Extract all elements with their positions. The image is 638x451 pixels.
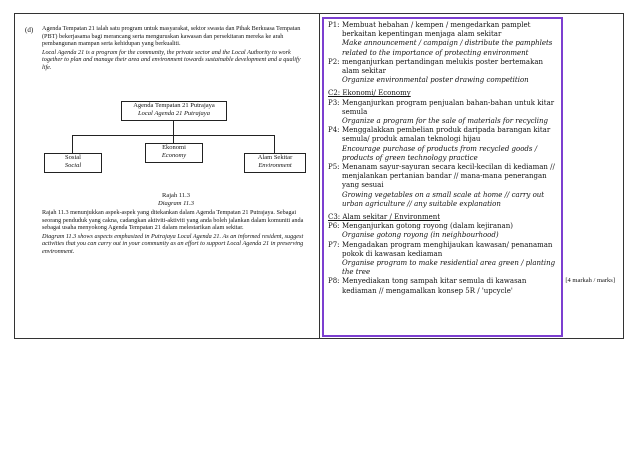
diagram-economy-label-en: Economy xyxy=(161,152,187,159)
intro-malay: Agenda Tempatan 21 ialah satu program untuk masyarakat, sektor swasta dan Pihak Berkuasa Tempatan (PBT) bekerjasama bagi merancang serta menguruskan kawasan dan persekitaran mereka ke arah pembangunan mampan serta kehidupan yang berkualiti. xyxy=(42,25,301,48)
task-malay: Rajah 11.3 menunjukkan aspek-aspek yang ditekankan dalam Agenda Tempatan 21 Putrajaya. Sebagai seorang penduduk yang cakna, cadangkan aktiviti-aktiviti yang anda boleh jalankan dalam komuniti anda sebagai usaha menyokong Agenda Tempatan 21 dalam melestarikan alam sekitar. xyxy=(42,209,304,232)
answer-point-malay: Mengadakan program menghijaukan kawasan/ penanaman pokok di kawasan kediaman xyxy=(342,240,553,258)
connector-vertical xyxy=(173,120,174,135)
diagram-top-label: Agenda Tempatan 21 Putrajaya xyxy=(133,102,215,109)
connector-mid xyxy=(173,135,174,143)
column-divider xyxy=(319,14,320,338)
answer-point-number: P1: xyxy=(328,21,340,29)
answer-point xyxy=(328,163,557,209)
answer-scheme-panel xyxy=(322,17,563,337)
answer-point-malay: Menggalakkan pembelian produk daripada barangan kitar semula/ produk amalan teknologi hijau xyxy=(342,126,551,144)
answer-point xyxy=(328,277,557,295)
diagram-environment-label: Alam Sekitar xyxy=(257,154,293,161)
question-intro xyxy=(42,25,310,73)
answer-point xyxy=(328,99,557,127)
agenda-diagram xyxy=(42,97,310,197)
answer-point-english: Encourage purchase of products from recycled goods / products of green technology practice xyxy=(342,144,538,162)
task-english: Diagram 11.3 shows aspects emphasized in Putrajaya Local Agenda 21. As an informed resident, suggest activities that you can carry out in your community as an effort to support Local Agenda 21 in preserving environment. xyxy=(42,232,304,255)
answer-point-malay: Membuat hebahan / kempen / mengedarkan pamplet berkaitan kepentingan menjaga alam sekitar xyxy=(342,21,531,39)
answer-point xyxy=(328,126,557,163)
question-label: (d) xyxy=(25,26,34,34)
answer-point-malay: Menganjurkan program penjualan bahan-bahan untuk kitar semula xyxy=(342,98,555,116)
diagram-caption xyxy=(42,192,310,208)
answer-point xyxy=(328,21,557,58)
diagram-top-box xyxy=(121,101,227,121)
answer-point-number: P6: xyxy=(328,222,340,231)
connector-right xyxy=(274,135,275,153)
diagram-economy-label: Ekonomi xyxy=(162,144,186,151)
diagram-top-label-en: Local Agenda 21 Putrajaya xyxy=(138,110,210,117)
diagram-social-box xyxy=(44,153,102,173)
question-task xyxy=(42,209,310,257)
diagram-social-label-en: Social xyxy=(64,162,82,169)
answer-point-malay: Menganjurkan gotong royong (dalam kejiranan) xyxy=(342,222,513,231)
answer-point xyxy=(328,241,557,278)
diagram-economy-box xyxy=(145,143,203,163)
answer-point-english: Organize environmental poster drawing competition xyxy=(342,76,529,85)
answer-point-number: P2: xyxy=(328,57,340,66)
intro-english: Local Agenda 21 is a program for the community, the private sector and the Local Authority to work together to plan and manage their area and environment towards sustainable development and a qualify life. xyxy=(42,48,301,71)
marks-label: [4 markah / marks] xyxy=(565,277,615,284)
answer-point-number: P7: xyxy=(328,240,340,249)
diagram-environment-box xyxy=(244,153,306,173)
answer-point-english: Growing vegetables on a small scale at home // carry out urban agriculture // any suitable explanation xyxy=(342,190,545,208)
answer-point-english: Organize a program for the sale of materials for recycling xyxy=(342,117,549,126)
connector-left xyxy=(72,135,73,153)
diagram-environment-label-en: Environment xyxy=(258,162,292,169)
answer-point xyxy=(328,58,557,86)
answer-point-malay: menganjurkan pertandingan melukis poster bertemakan alam sekitar xyxy=(342,57,544,76)
answer-point-number: P5: xyxy=(328,163,340,172)
answer-point-number: P3: xyxy=(328,98,340,107)
answer-point-english: Make announcement / campaign / distribute the pamphlets related to the importance of protecting environment xyxy=(342,39,553,57)
caption-malay: Rajah 11.3 xyxy=(162,192,190,199)
answer-point-malay: Menanam sayur-sayuran secara kecil-kecilan di kediaman // menjalankan pertanian bandar // mana-mana penerangan yang sesuai xyxy=(342,163,555,190)
answer-point xyxy=(328,222,557,240)
diagram-social-label: Sosial xyxy=(65,154,81,161)
answer-category-heading: C2: Ekonomi/ Economy xyxy=(328,89,411,98)
answer-point-english: Organise program to make residential area green / planting the tree xyxy=(342,259,556,277)
answer-point-malay: Menyediakan tong sampah kitar semula di kawasan kediaman // mengamalkan konsep 5R / 'upcycle' xyxy=(342,277,527,295)
answer-point-number: P4: xyxy=(328,126,340,135)
answer-point-number: P8: xyxy=(328,277,340,286)
caption-english: Diagram 11.3 xyxy=(158,200,194,207)
answer-category-heading: C3: Alam sekitar / Environment xyxy=(328,213,441,222)
answer-point-english: Organise gotong royong (in neighbourhood) xyxy=(342,231,499,240)
